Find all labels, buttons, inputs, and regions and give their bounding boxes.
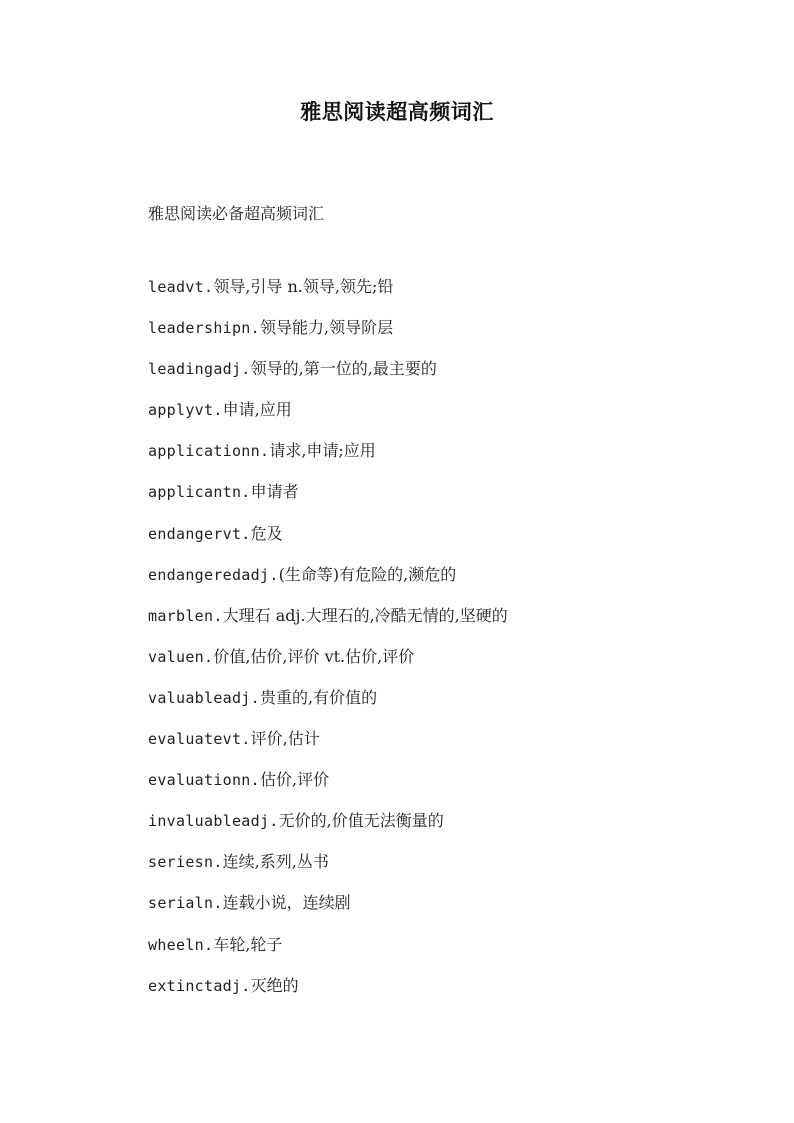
entry-word: leadvt.	[148, 278, 214, 296]
entry-definition: 估价,评价	[259, 770, 330, 790]
vocabulary-entry	[148, 975, 508, 1016]
entry-definition: 领导能力,领导阶层	[259, 318, 394, 338]
entry-word: valuen.	[148, 647, 214, 666]
entry-definition: 请求,申请;应用	[269, 441, 376, 461]
vocabulary-entry	[148, 358, 508, 399]
entry-word: leadingadj.	[148, 360, 251, 379]
entry-definition: 危及	[250, 523, 283, 543]
entry-word: applicationn.	[148, 442, 270, 461]
vocabulary-entry	[148, 440, 508, 481]
entry-word: leadershipn.	[148, 319, 260, 338]
entry-word: marblen.	[148, 606, 223, 625]
vocabulary-entry	[148, 605, 508, 646]
entry-definition: 灭绝的	[250, 975, 299, 995]
entry-word: endangervt.	[148, 524, 251, 543]
entry-word: endangeredadj.	[148, 565, 279, 584]
vocabulary-entry	[148, 810, 508, 851]
entry-word: serialn.	[148, 894, 223, 913]
document-subtitle: 雅思阅读必备超高频词汇	[148, 204, 325, 223]
entry-definition: 大理石 adj.大理石的,冷酷无情的,坚硬的	[222, 605, 508, 625]
entry-word: applicantn.	[148, 483, 251, 502]
vocabulary-entry	[148, 399, 508, 440]
entry-word: evaluationn.	[148, 771, 260, 790]
entry-definition: 车轮,轮子	[213, 934, 283, 954]
vocabulary-entry	[148, 317, 508, 358]
entry-definition: 领导的,第一位的,最主要的	[250, 359, 437, 379]
vocabulary-entry	[148, 646, 508, 687]
entry-definition: 申请,应用	[222, 400, 292, 420]
vocabulary-entry	[148, 564, 508, 605]
vocabulary-entry	[148, 481, 508, 522]
vocabulary-entry	[148, 769, 508, 810]
vocabulary-entry	[148, 687, 508, 728]
vocabulary-entry	[148, 892, 508, 933]
entry-word: seriesn.	[148, 853, 223, 872]
entry-definition: 价值,估价,评价 vt.估价,评价	[213, 646, 415, 666]
entry-word: extinctadj.	[148, 976, 251, 995]
entry-word: wheeln.	[148, 935, 214, 954]
entry-word: invaluableadj.	[148, 812, 279, 831]
vocabulary-entry	[148, 934, 508, 975]
entry-definition: 评价,估计	[250, 729, 320, 749]
entry-definition: 贵重的,有价值的	[259, 687, 378, 707]
entry-word: evaluatevt.	[148, 730, 251, 749]
entry-definition: 领导,引导 n.领导,领先;铅	[213, 277, 394, 296]
entry-definition: (生命等)有危险的,濒危的	[278, 564, 457, 584]
entry-definition: 申请者	[250, 482, 299, 502]
document-title: 雅思阅读超高频词汇	[300, 99, 494, 124]
entry-word: valuableadj.	[148, 688, 260, 707]
entry-word: applyvt.	[148, 401, 223, 420]
vocabulary-entry	[148, 523, 508, 564]
entry-definition: 连续,系列,丛书	[222, 852, 329, 872]
vocabulary-entry	[148, 851, 508, 892]
vocabulary-entry	[148, 728, 508, 769]
vocabulary-list	[148, 276, 508, 1016]
vocabulary-entry	[148, 276, 508, 317]
entry-definition: 无价的,价值无法衡量的	[278, 811, 444, 831]
entry-definition: 连载小说，连续剧	[222, 893, 351, 913]
